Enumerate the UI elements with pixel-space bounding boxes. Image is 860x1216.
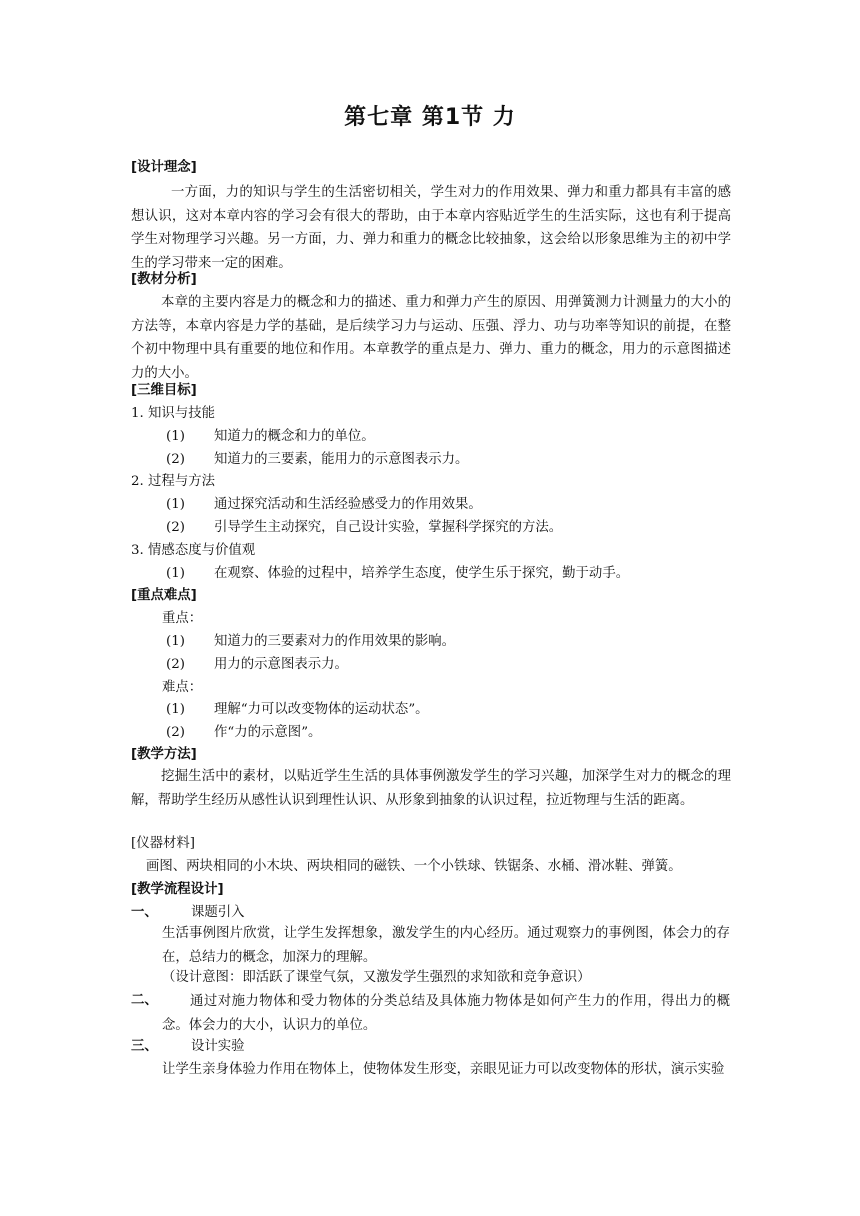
goal-item-text: 在观察、体验的过程中，培养学生态度，使学生乐于探究，勤于动手。 bbox=[214, 566, 630, 581]
section-heading-teaching-flow: [教学流程设计] bbox=[131, 882, 224, 897]
section-heading-teaching-method: [教学方法] bbox=[131, 747, 197, 762]
flow-step-number: 三、 bbox=[131, 1039, 158, 1054]
difficult-point-text: 理解“力可以改变物体的运动状态”。 bbox=[214, 702, 429, 717]
key-points-label: 重点： bbox=[162, 611, 203, 626]
materials-text: 画图、两块相同的小木块、两块相同的磁铁、一个小铁球、铁锯条、水桶、滑冰鞋、弹簧。 bbox=[146, 859, 682, 874]
difficult-point-item bbox=[166, 700, 429, 720]
section-heading-materials: [仪器材料] bbox=[131, 836, 196, 851]
goal-item-number: (1) bbox=[166, 566, 185, 581]
key-point-number: (2) bbox=[166, 657, 185, 672]
design-concept-text: 一方面，力的知识与学生的生活密切相关，学生对力的作用效果、弹力和重力都具有丰富的感想认识，这对本章内容的学习会有很大的帮助，由于本章内容贴近学生的生活实际，这也有利于提高学生对物理学习兴趣。另一方面，力、弹力和重力的概念比较抽象，这会给以形象思维为主的初中学生的学习带来一定的困难。 bbox=[131, 185, 731, 271]
flow-step-text: 让学生亲身体验力作用在物体上，使物体发生形变，亲眼见证力可以改变物体的形状，演示实验 bbox=[162, 1062, 725, 1077]
page-title: 第七章 第1节 力 bbox=[344, 105, 516, 130]
flow-step-number-label: 二、 bbox=[131, 993, 158, 1008]
goal-item-number: (1) bbox=[166, 497, 185, 512]
difficult-point-text: 作“力的示意图”。 bbox=[214, 725, 322, 740]
section-heading-key-points: [重点难点] bbox=[131, 588, 197, 603]
flow-step-number: 一、 bbox=[131, 905, 158, 920]
key-point-text: 知道力的三要素对力的作用效果的影响。 bbox=[214, 634, 456, 649]
key-point-item bbox=[166, 632, 455, 652]
goal-group-label: 3. 情感态度与价值观 bbox=[131, 543, 256, 558]
goal-item-text: 知道力的概念和力的单位。 bbox=[214, 429, 375, 444]
goal-item bbox=[166, 450, 468, 470]
flow-step-title: 通过对施力物体和受力物体的分类总结及具体施力物体是如何产生力的作用，得出力的概念。体会力的大小，认识力的单位。 bbox=[162, 994, 730, 1033]
difficult-point-number: (2) bbox=[166, 725, 185, 740]
teaching-method-text: 挖掘生活中的素材，以贴近学生生活的具体事例激发学生的学习兴趣，加深学生对力的概念的理解，帮助学生经历从感性认识到理性认识、从形象到抽象的认识过程，拉近物理与生活的距离。 bbox=[131, 769, 731, 808]
goal-item-text: 知道力的三要素，能用力的示意图表示力。 bbox=[214, 452, 469, 467]
difficult-points-label: 难点： bbox=[162, 680, 203, 695]
goal-item-text: 引导学生主动探究，自己设计实验，掌握科学探究的方法。 bbox=[214, 520, 563, 535]
goal-item bbox=[166, 427, 375, 447]
goal-item bbox=[166, 495, 482, 515]
section-heading-textbook-analysis: [教材分析] bbox=[131, 272, 197, 287]
key-point-item bbox=[166, 655, 348, 675]
flow-step-header bbox=[131, 1037, 245, 1057]
flow-step-text: 生活事例图片欣赏，让学生发挥想象，激发学生的内心经历。通过观察力的事例图，体会力的存在，总结力的概念，加深力的理解。 bbox=[162, 926, 730, 965]
section-heading-goals: [三维目标] bbox=[131, 383, 197, 398]
goal-item-number: (2) bbox=[166, 520, 185, 535]
key-point-number: (1) bbox=[166, 634, 185, 649]
goal-item-number: (1) bbox=[166, 429, 185, 444]
section-heading-design-concept: [设计理念] bbox=[131, 160, 197, 175]
flow-step-title: 设计实验 bbox=[191, 1039, 245, 1054]
goal-item-number: (2) bbox=[166, 452, 185, 467]
goal-item bbox=[166, 564, 629, 584]
goal-item bbox=[166, 518, 562, 538]
goal-group-label: 2. 过程与方法 bbox=[131, 474, 215, 489]
flow-step-title: 课题引入 bbox=[191, 905, 245, 920]
goal-item-text: 通过探究活动和生活经验感受力的作用效果。 bbox=[214, 497, 482, 512]
flow-step-note: （设计意图：即活跃了课堂气氛，又激发学生强烈的求知欲和竞争意识） bbox=[162, 970, 591, 985]
flow-step-header bbox=[131, 903, 245, 923]
goal-group-label: 1. 知识与技能 bbox=[131, 406, 215, 421]
difficult-point-item bbox=[166, 723, 321, 743]
difficult-point-number: (1) bbox=[166, 702, 185, 717]
textbook-analysis-text: 本章的主要内容是力的概念和力的描述、重力和弹力产生的原因、用弹簧测力计测量力的大小的方法等，本章内容是力学的基础，是后续学习力与运动、压强、浮力、功与功率等知识的前提，在整个初中物理中具有重要的地位和作用。本章教学的重点是力、弹力、重力的概念，用力的示意图描述力的大小。 bbox=[131, 295, 731, 381]
key-point-text: 用力的示意图表示力。 bbox=[214, 657, 348, 672]
